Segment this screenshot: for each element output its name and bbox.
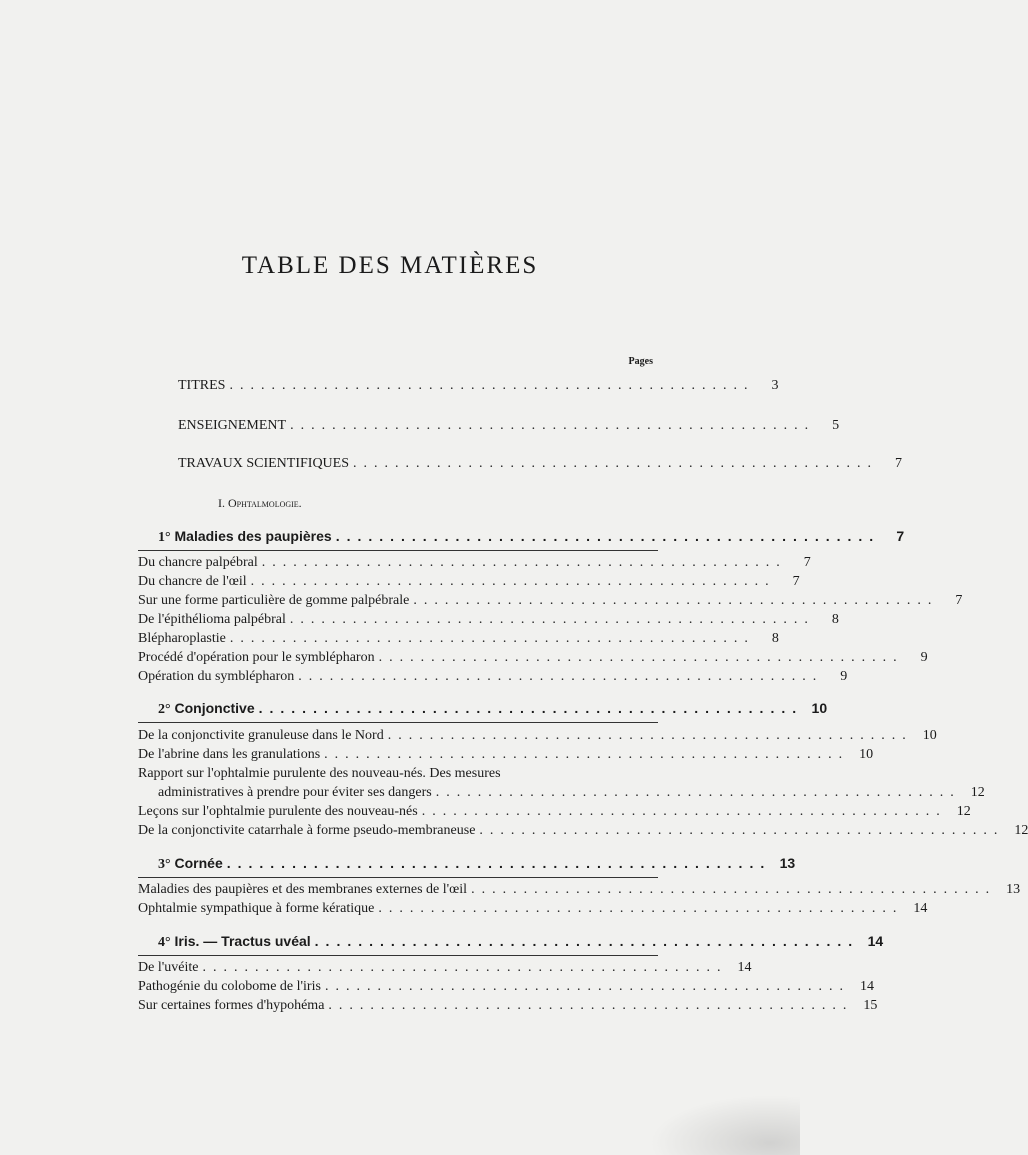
page-title: TABLE DES MATIÈRES	[241, 252, 539, 279]
part-heading: I. Ophtalmologie.	[218, 496, 302, 510]
toc-entry: De la conjonctivite catarrhale à forme pseudo-membraneuse .................................................. 12	[138, 823, 1028, 838]
toc-entry: administratives à prendre pour éviter ses dangers .................................................. 12	[158, 785, 985, 800]
toc-entry: Sur une forme particulière de gomme palpébrale .................................................. 7	[138, 593, 963, 608]
toc-main-entry: TITRES .................................................. 3	[178, 378, 779, 393]
section-rule	[138, 955, 658, 956]
toc-entry: De l'abrine dans les granulations .................................................. 10	[138, 747, 874, 762]
page-smudge	[650, 1095, 800, 1155]
toc-entry-first-line: Rapport sur l'ophtalmie purulente des nouveau-nés. Des mesures	[138, 766, 501, 781]
toc-entry: Du chancre palpébral .................................................. 7	[138, 555, 811, 570]
toc-entry: Maladies des paupières et des membranes externes de l'œil .................................................. 13	[138, 882, 1021, 897]
section-rule	[138, 722, 658, 723]
toc-entry: Opération du symblépharon .................................................. 9	[138, 669, 848, 684]
toc-main-entry: TRAVAUX SCIENTIFIQUES .................................................. 7	[178, 456, 903, 471]
toc-entry: De l'épithélioma palpébral .................................................. 8	[138, 612, 839, 627]
toc-entry: Du chancre de l'œil .................................................. 7	[138, 574, 800, 589]
toc-entry: De l'uvéite .................................................. 14	[138, 960, 752, 975]
toc-main-entry: ENSEIGNEMENT .................................................. 5	[178, 418, 840, 433]
section-rule	[138, 877, 658, 878]
section-rule	[138, 550, 658, 551]
pages-column-label: Pages	[628, 356, 653, 367]
section-heading: 3° Cornée .................................................. 13	[158, 855, 796, 872]
section-heading: 1° Maladies des paupières .................................................. 7	[158, 528, 905, 545]
toc-entry: Sur certaines formes d'hypohéma .................................................. 15	[138, 998, 878, 1013]
toc-entry: Leçons sur l'ophtalmie purulente des nouveau-nés .................................................. 12	[138, 804, 971, 819]
toc-entry: Ophtalmie sympathique à forme kératique .................................................. 14	[138, 901, 928, 916]
toc-entry: De la conjonctivite granuleuse dans le Nord .................................................. 10	[138, 728, 937, 743]
section-heading: 2° Conjonctive .................................................. 10	[158, 700, 828, 717]
section-heading: 4° Iris. — Tractus uvéal .................................................. 14	[158, 933, 884, 950]
toc-entry: Pathogénie du colobome de l'iris .................................................. 14	[138, 979, 874, 994]
toc-entry: Blépharoplastie .................................................. 8	[138, 631, 779, 646]
toc-entry: Procédé d'opération pour le symblépharon .................................................. 9	[138, 650, 928, 665]
